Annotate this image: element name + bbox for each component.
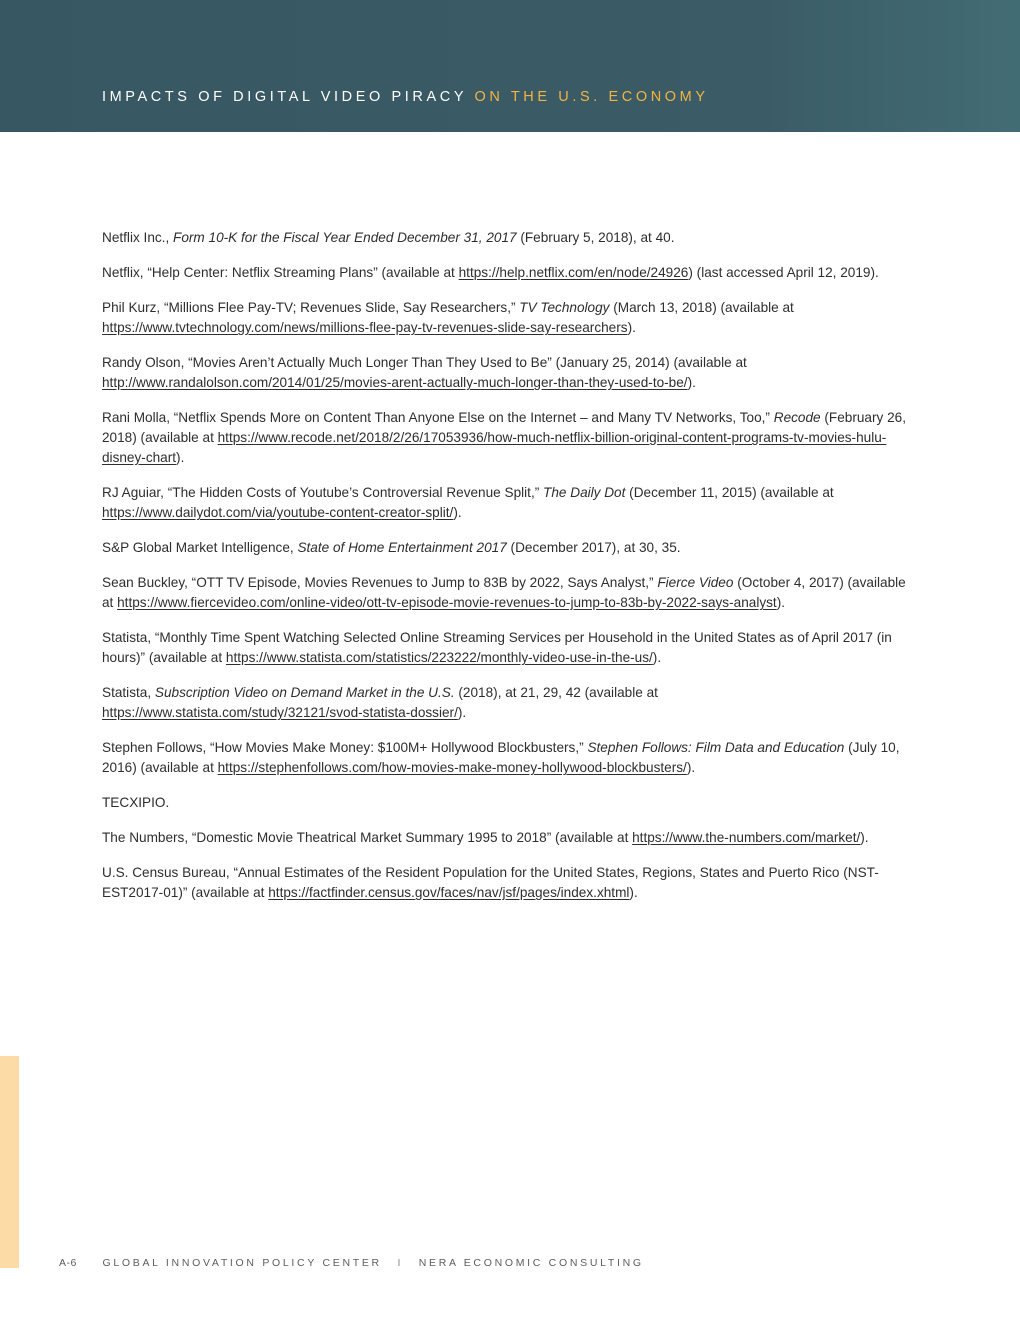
reference-link[interactable]: http://www.randalolson.com/2014/01/25/movies-arent-actually-much-longer-than-they-used-to-be/ xyxy=(102,375,688,390)
reference-link[interactable]: https://www.tvtechnology.com/news/millions-flee-pay-tv-revenues-slide-say-researchers xyxy=(102,320,628,335)
reference-link[interactable]: https://www.dailydot.com/via/youtube-content-creator-split/ xyxy=(102,505,454,520)
reference-entry xyxy=(102,263,914,283)
reference-title: Recode xyxy=(773,410,821,425)
page-footer xyxy=(59,1257,644,1269)
reference-text: ). xyxy=(629,885,638,900)
reference-text: ). xyxy=(776,595,786,610)
page-header-band xyxy=(0,0,1020,132)
reference-text: Phil Kurz, “Millions Flee Pay-TV; Revenues Slide, Say Researchers,” xyxy=(102,300,520,315)
page-number: A-6 xyxy=(59,1257,77,1269)
reference-text: Netflix, “Help Center: Netflix Streaming Plans” (available at xyxy=(102,265,459,280)
reference-text: Stephen Follows, “How Movies Make Money: $100M+ Hollywood Blockbusters,” xyxy=(102,740,588,755)
reference-title: Subscription Video on Demand Market in the U.S. xyxy=(154,685,455,700)
reference-entry xyxy=(102,573,914,613)
reference-entry xyxy=(102,408,914,468)
reference-text: ). xyxy=(686,760,696,775)
reference-text: (March 13, 2018) (available at xyxy=(609,300,794,315)
reference-text: (December 11, 2015) (available at xyxy=(625,485,834,500)
reference-entry xyxy=(102,483,914,523)
reference-title: The Daily Dot xyxy=(543,485,626,500)
footer-organization: GLOBAL INNOVATION POLICY CENTER xyxy=(102,1257,382,1269)
reference-title: State of Home Entertainment 2017 xyxy=(297,540,507,555)
reference-text: ). xyxy=(457,705,467,720)
reference-link[interactable]: https://www.statista.com/study/32121/svod-statista-dossier/ xyxy=(102,705,458,720)
reference-text: TECXIPIO. xyxy=(102,795,170,810)
reference-link[interactable]: https://www.the-numbers.com/market/ xyxy=(632,830,861,845)
reference-text: ). xyxy=(652,650,662,665)
reference-text: Rani Molla, “Netflix Spends More on Content Than Anyone Else on the Internet – and Many TV Networks, Too,” xyxy=(102,410,774,425)
side-accent-bar xyxy=(0,1056,19,1268)
reference-link[interactable]: https://www.statista.com/statistics/223222/monthly-video-use-in-the-us/ xyxy=(225,650,653,665)
reference-text: (February 26, 2018) (available at xyxy=(102,410,906,445)
reference-text: RJ Aguiar, “The Hidden Costs of Youtube’s Controversial Revenue Split,” xyxy=(102,485,544,500)
reference-text: Statista, xyxy=(102,685,155,700)
reference-entry xyxy=(102,683,914,723)
reference-text: Netflix Inc., xyxy=(102,230,174,245)
reference-text: ) (last accessed April 12, 2019). xyxy=(688,265,879,280)
title-accent: ON THE U.S. ECONOMY xyxy=(474,89,709,105)
reference-entry xyxy=(102,228,914,248)
reference-link[interactable]: https://stephenfollows.com/how-movies-make-money-hollywood-blockbusters/ xyxy=(217,760,687,775)
reference-text: ). xyxy=(176,450,185,465)
title-primary: IMPACTS OF DIGITAL VIDEO PIRACY xyxy=(102,89,467,105)
reference-link[interactable]: https://factfinder.census.gov/faces/nav/jsf/pages/index.xhtml xyxy=(268,885,630,900)
reference-text: (February 5, 2018), at 40. xyxy=(516,230,675,245)
reference-text: (2018), at 21, 29, 42 (available at xyxy=(454,685,658,700)
footer-publisher: NERA ECONOMIC CONSULTING xyxy=(418,1257,644,1269)
reference-title: Form 10-K for the Fiscal Year Ended December 31, 2017 xyxy=(173,230,517,245)
reference-title: Fierce Video xyxy=(657,575,734,590)
reference-text: Statista, “Monthly Time Spent Watching Selected Online Streaming Services per Household in the United States as of April 2017 (in hours)” (available at xyxy=(102,630,892,665)
reference-entry xyxy=(102,793,914,813)
reference-list xyxy=(102,228,914,918)
reference-entry xyxy=(102,863,914,903)
reference-text: (October 4, 2017) (available at xyxy=(102,575,906,610)
reference-text: The Numbers, “Domestic Movie Theatrical Market Summary 1995 to 2018” (available at xyxy=(102,830,633,845)
reference-entry xyxy=(102,828,914,848)
reference-text: S&P Global Market Intelligence, xyxy=(102,540,298,555)
reference-text: Randy Olson, “Movies Aren’t Actually Much Longer Than They Used to Be” (January 25, 2014) (available at xyxy=(102,355,747,370)
reference-link[interactable]: https://help.netflix.com/en/node/24926 xyxy=(458,265,689,280)
reference-title: Stephen Follows: Film Data and Education xyxy=(587,740,845,755)
reference-entry xyxy=(102,738,914,778)
reference-link[interactable]: https://www.fiercevideo.com/online-video/ott-tv-episode-movie-revenues-to-jump-to-83b-by-2022-says-analyst xyxy=(117,595,777,610)
reference-entry xyxy=(102,538,914,558)
reference-text: (July 10, 2016) (available at xyxy=(102,740,900,775)
reference-text: ). xyxy=(627,320,636,335)
footer-separator: I xyxy=(397,1257,404,1269)
reference-entry xyxy=(102,628,914,668)
reference-link[interactable]: https://www.recode.net/2018/2/26/17053936/how-much-netflix-billion-original-content-programs-tv-movies-hulu-disney-chart xyxy=(102,430,887,465)
reference-text: (December 2017), at 30, 35. xyxy=(506,540,681,555)
reference-text: Sean Buckley, “OTT TV Episode, Movies Revenues to Jump to 83B by 2022, Says Analyst,” xyxy=(102,575,658,590)
reference-text: ). xyxy=(453,505,462,520)
reference-entry xyxy=(102,298,914,338)
reference-text: ). xyxy=(860,830,869,845)
reference-text: U.S. Census Bureau, “Annual Estimates of the Resident Population for the United States, Regions, States and Puerto Rico (NST-EST2017-01)” (available at xyxy=(102,865,879,900)
reference-entry xyxy=(102,353,914,393)
reference-title: TV Technology xyxy=(519,300,610,315)
reference-text: ). xyxy=(687,375,696,390)
document-title xyxy=(102,89,709,105)
